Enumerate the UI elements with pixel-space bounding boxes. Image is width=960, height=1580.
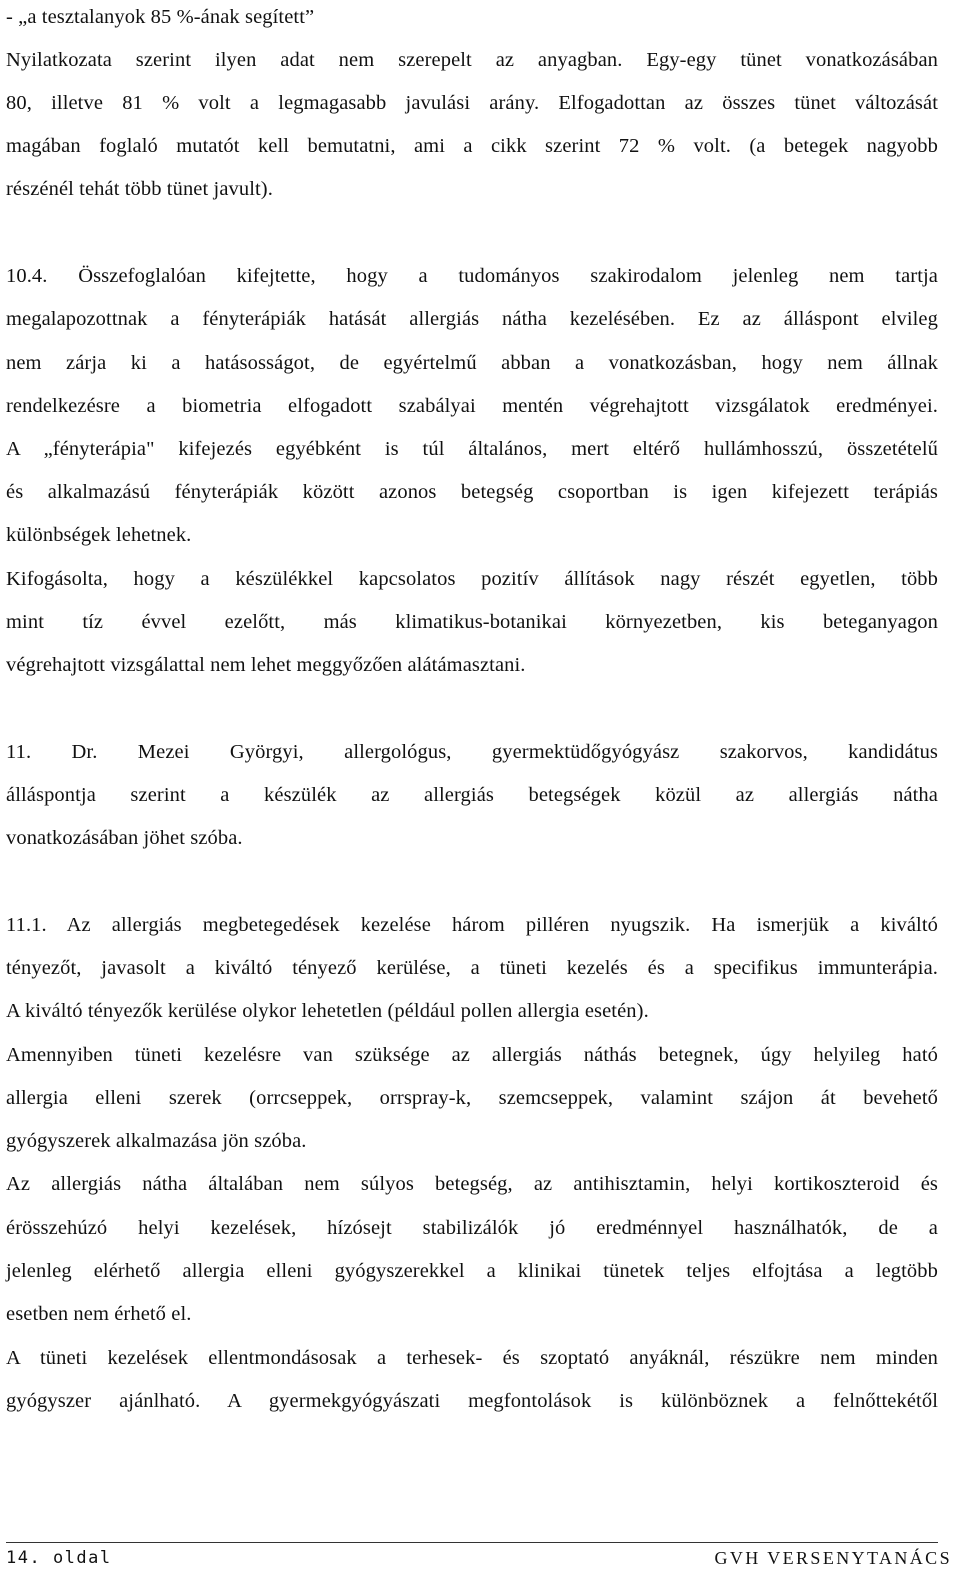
text-line: A „fényterápia" kifejezés egyébként is túl általános, mert eltérő hullámhosszú, összetételű xyxy=(6,438,938,460)
text-line: gyógyszer ajánlható. A gyermekgyógyászati megfontolások is különböznek a felnőttekétől xyxy=(6,1390,938,1412)
text-line: magában foglaló mutatót kell bemutatni, ami a cikk szerint 72 % volt. (a betegek nagyobb xyxy=(6,135,938,157)
text-line: vonatkozásában jöhet szóba. xyxy=(6,827,243,849)
text-line: 10.4. Összefoglalóan kifejtette, hogy a tudományos szakirodalom jelenleg nem tartja xyxy=(6,265,938,287)
text-line: 11. Dr. Mezei Györgyi, allergológus, gyermektüdőgyógyász szakorvos, kandidátus xyxy=(6,741,938,763)
text-line: Az allergiás nátha általában nem súlyos betegség, az antihisztamin, helyi kortikoszteroid és xyxy=(6,1173,938,1195)
footer-page-number: 14. oldal xyxy=(6,1548,112,1568)
text-line: gyógyszerek alkalmazása jön szóba. xyxy=(6,1130,307,1152)
text-line: 80, illetve 81 % volt a legmagasabb javulási arány. Elfogadottan az összes tünet változását xyxy=(6,92,938,114)
text-line: A tüneti kezelések ellentmondásosak a terhesek- és szoptató anyáknál, részükre nem minden xyxy=(6,1347,938,1369)
text-line: - „a tesztalanyok 85 %-ának segített” xyxy=(6,6,315,28)
text-line: Amennyiben tüneti kezelésre van szüksége az allergiás náthás betegnek, úgy helyileg ható xyxy=(6,1044,938,1066)
text-line: jelenleg elérhető allergia elleni gyógyszerekkel a klinikai tünetek teljes elfojtása a legtöbb xyxy=(6,1260,938,1282)
text-line: megalapozottnak a fényterápiák hatását allergiás nátha kezelésében. Ez az álláspont elvileg xyxy=(6,308,938,330)
text-line: nem zárja ki a hatásosságot, de egyértelmű abban a vonatkozásban, hogy nem állnak xyxy=(6,352,938,374)
footer-divider xyxy=(6,1542,938,1543)
text-line: allergia elleni szerek (orrcseppek, orrspray-k, szemcseppek, valamint szájon át bevehető xyxy=(6,1087,938,1109)
text-line: 11.1. Az allergiás megbetegedések kezelése három pilléren nyugszik. Ha ismerjük a kiváltó xyxy=(6,914,938,936)
text-line: Nyilatkozata szerint ilyen adat nem szerepelt az anyagban. Egy-egy tünet vonatkozásában xyxy=(6,49,938,71)
text-line: mint tíz évvel ezelőtt, más klimatikus-botanikai környezetben, kis beteganyagon xyxy=(6,611,938,633)
text-line: esetben nem érhető el. xyxy=(6,1303,192,1325)
text-line: végrehajtott vizsgálattal nem lehet meggyőzően alátámasztani. xyxy=(6,654,526,676)
text-line: Kifogásolta, hogy a készülékkel kapcsolatos pozitív állítások nagy részét egyetlen, több xyxy=(6,568,938,590)
text-line: érösszehúzó helyi kezelések, hízósejt stabilizálók jó eredménnyel használhatók, de a xyxy=(6,1217,938,1239)
text-line: rendelkezésre a biometria elfogadott szabályai mentén végrehajtott vizsgálatok eredményei. xyxy=(6,395,938,417)
footer-organization: GVH VERSENYTANÁCS xyxy=(714,1548,952,1568)
text-line: különbségek lehetnek. xyxy=(6,524,192,546)
text-line: részénél tehát több tünet javult). xyxy=(6,178,273,200)
text-line: álláspontja szerint a készülék az allergiás betegségek közül az allergiás nátha xyxy=(6,784,938,806)
text-line: és alkalmazású fényterápiák között azonos betegség csoportban is igen kifejezett terápiás xyxy=(6,481,938,503)
text-line: tényezőt, javasolt a kiváltó tényező kerülése, a tüneti kezelés és a specifikus immunterápia. xyxy=(6,957,938,979)
text-line: A kiváltó tényezők kerülése olykor lehetetlen (például pollen allergia esetén). xyxy=(6,1000,649,1022)
